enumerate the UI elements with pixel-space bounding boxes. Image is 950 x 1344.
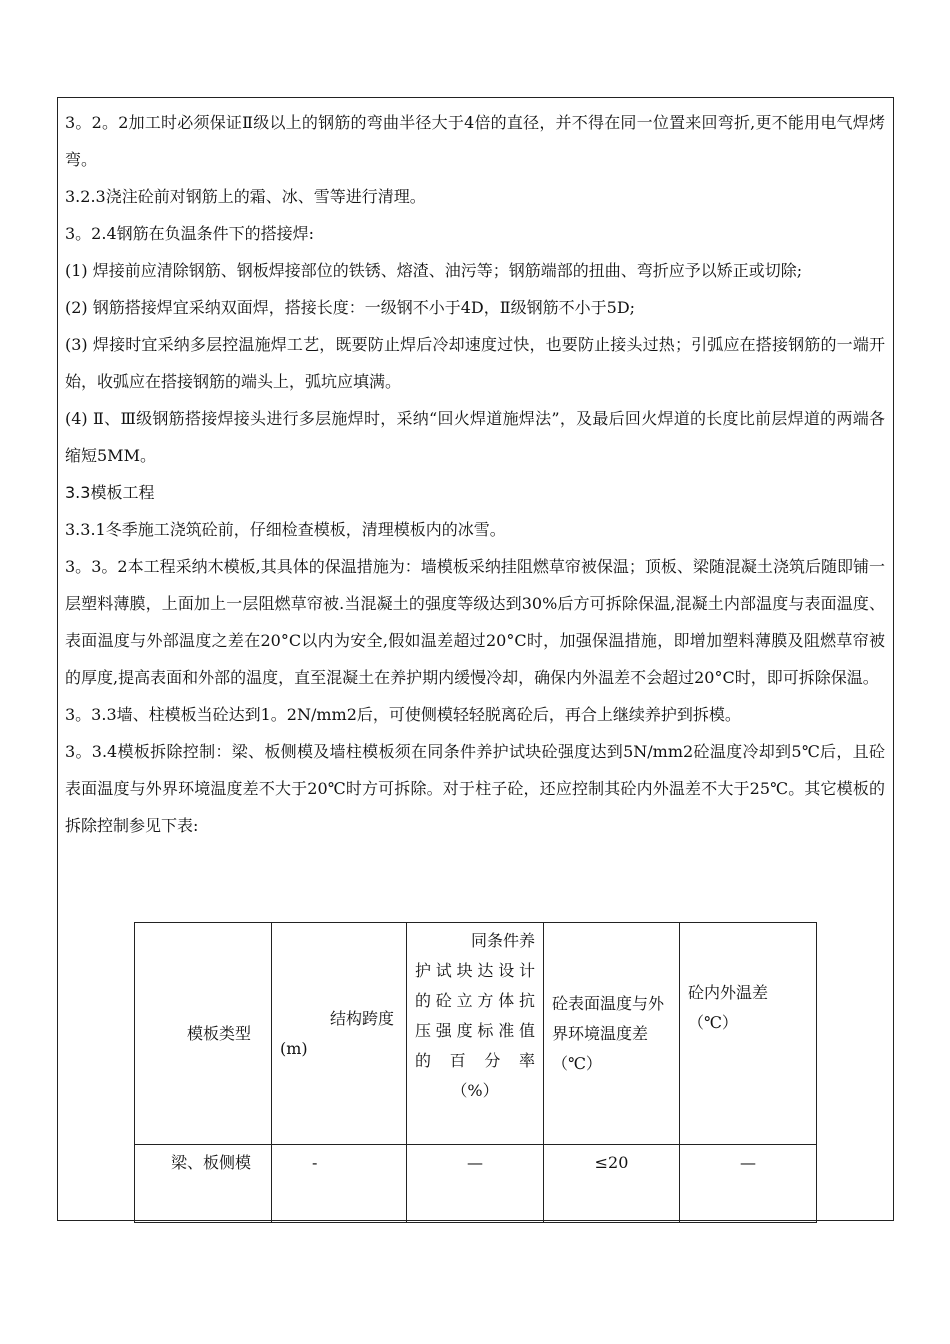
header-span-unit: (m) [280,1038,308,1058]
paragraph-3-3-4: 3。3.4模板拆除控制：梁、板侧模及墙柱模板须在同条件养护试块砼强度达到5N/mm2砼温度冷却到5℃后，且砼表面温度与外界环境温度差不大于20℃时方可拆除。对于柱子砼，还应控制其砼内外温差不大于25℃。其它模板的拆除控制参见下表: [65,742,885,835]
table-header-row [135,923,817,1145]
header-structure-span [272,923,407,1145]
paragraph-item-4: (4) Ⅱ、Ⅲ级钢筋搭接焊接头进行多层施焊时，采纳“回火焊道施焊法”，及最后回火焊道的长度比前层焊道的两端各缩短5MM。 [65,409,885,465]
paragraph-3-3-3: 3。3.3墙、柱模板当砼达到1。2N/mm2后，可使侧模轻轻脱离砼后，再合上继续养护到拆模。 [65,705,741,724]
header-rate-line: 的百分率 [415,1051,535,1070]
cell-inner-temp-diff: — [680,1145,817,1223]
header-inner-temp-diff: 砼内外温差（℃） [680,923,817,1145]
header-surface-temp-diff: 砼表面温度与外界环境温度差（℃） [544,923,680,1145]
header-strength-rate [407,923,544,1145]
paragraph-3-2-3: 3.2.3浇注砼前对钢筋上的霜、冰、雪等进行清理。 [65,187,426,206]
paragraph-3-2-2: 3。2。2加工时必须保证Ⅱ级以上的钢筋的弯曲半径大于4倍的直径，并不得在同一位置来回弯折,更不能用电气焊烤弯。 [65,113,885,169]
header-rate-line: 同条件养 [470,931,535,950]
table-row [135,1145,817,1223]
section-heading-3-3: 3.3模板工程 [65,483,155,502]
header-rate-unit: （%） [451,1081,499,1100]
header-rate-line: 的砼立方体抗 [415,991,535,1010]
paragraph-item-1: (1) 焊接前应清除钢筋、钢板焊接部位的铁锈、熔渣、油污等；钢筋端部的扭曲、弯折应予以矫正或切除; [65,261,803,280]
header-span-label: 结构跨度 [329,1008,394,1028]
cell-formwork-type: 梁、板侧模 [135,1145,272,1223]
paragraph-item-2: (2) 钢筋搭接焊宜采纳双面焊，搭接长度：一级钢不小于4D，Ⅱ级钢筋不小于5D; [65,298,636,317]
formwork-removal-table [134,922,817,1223]
cell-structure-span: - [272,1145,407,1223]
cell-surface-temp-diff: ≤20 [544,1145,680,1223]
header-rate-line: 压强度标准值 [415,1021,535,1040]
header-formwork-type: 模板类型 [135,923,272,1145]
paragraph-3-3-2: 3。3。2本工程采纳木模板,其具体的保温措施为：墙模板采纳挂阻燃草帘被保温；顶板、梁随混凝土浇筑后随即铺一层塑料薄膜，上面加上一层阻燃草帘被.当混凝土的强度等级达到30%后方可拆除保温,混凝土内部温度与表面温度、表面温度与外部温度之差在20°C以内为安全,假如温差超过20°C时，加强保温措施，即增加塑料薄膜及阻燃草帘被的厚度,提高表面和外部的温度，直至混凝土在养护期内缓慢冷却，确保内外温差不会超过20°C时，即可拆除保温。 [65,557,885,687]
paragraph-3-3-1: 3.3.1冬季施工浇筑砼前，仔细检查模板，清理模板内的冰雪。 [65,520,506,539]
header-rate-line: 护试块达设计 [415,961,535,980]
document-body [65,104,885,844]
paragraph-3-2-4: 3。2.4钢筋在负温条件下的搭接焊: [65,224,315,243]
paragraph-item-3: (3) 焊接时宜采纳多层控温施焊工艺，既要防止焊后冷却速度过快，也要防止接头过热；引弧应在搭接钢筋的一端开始，收弧应在搭接钢筋的端头上，弧坑应填满。 [65,335,885,391]
cell-strength-rate: — [407,1145,544,1223]
